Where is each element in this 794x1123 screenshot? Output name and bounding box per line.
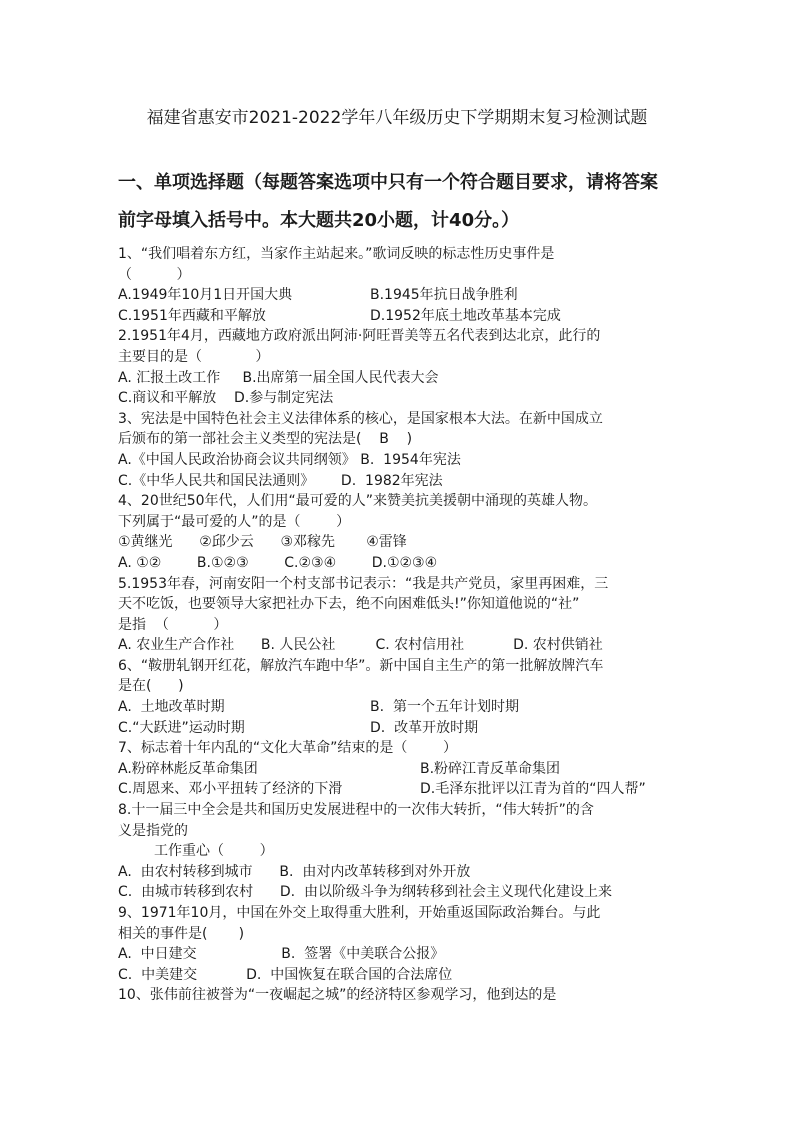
option-row — [118, 718, 688, 739]
option-row: A. 由农村转移到城市 B. 由对内改革转移到对外开放 — [118, 863, 471, 880]
option-c: C.周恩来、邓小平扭转了经济的下滑 — [118, 781, 343, 798]
section-heading-line-1: 一、单项选择题（每题答案选项中只有一个符合题目要求，请将答案 — [118, 172, 658, 193]
question-2 — [118, 326, 688, 408]
question-stem: 是指 （ ） — [118, 616, 228, 633]
option-row: A. ①② B.①②③ C.②③④ D.①②③④ — [118, 554, 438, 571]
question-stem: 义是指党的 — [118, 822, 188, 839]
option-b: B.粉碎江青反革命集团 — [420, 760, 561, 777]
question-stem: 工作重心（ ） — [154, 843, 274, 860]
option-a: A. 土地改革时期 — [118, 699, 225, 716]
option-row — [118, 697, 688, 718]
option-row — [118, 759, 688, 780]
option-row — [118, 306, 688, 327]
option-b: B.1945年抗日战争胜利 — [370, 287, 518, 304]
question-stem: 是在( ) — [118, 678, 184, 695]
option-row — [118, 779, 688, 800]
option-row: C.商议和平解放 D.参与制定宪法 — [118, 390, 334, 407]
question-stem: 相关的事件是( ) — [118, 925, 245, 942]
question-stem: 天不吃饭，也要领导大家把社办下去，绝不向困难低头!”你知道他说的“社” — [118, 596, 580, 613]
question-7 — [118, 738, 688, 800]
question-stem: 6、“鞍册轧钢开红花，解放汽车跑中华”。新中国自主生产的第一批解放牌汽车 — [118, 657, 604, 674]
question-stem: 后颁布的第一部社会主义类型的宪法是( B ) — [118, 431, 413, 448]
question-stem: 2.1951年4月，西藏地方政府派出阿沛·阿旺晋美等五名代表到达北京，此行的 — [118, 328, 601, 345]
option-row: A. 农业生产合作社 B. 人民公社 C. 农村信用社 D. 农村供销社 — [118, 637, 603, 654]
numbered-items: ①黄继光 ②邱少云 ③邓稼先 ④雷锋 — [118, 534, 407, 551]
option-b: B. 第一个五年计划时期 — [370, 699, 519, 716]
question-10 — [118, 985, 688, 1006]
option-row — [118, 285, 688, 306]
question-list — [118, 244, 688, 1006]
question-stem: 主要目的是（ ） — [118, 348, 270, 365]
option-row: A.《中国人民政治协商会议共同纲领》 B. 1954年宪法 — [118, 451, 461, 468]
option-row: C.《中华人民共和国民法通则》 D. 1982年宪法 — [118, 472, 443, 489]
option-row: A. 汇报土改工作 B.出席第一届全国人民代表大会 — [118, 369, 439, 386]
question-8 — [118, 800, 688, 903]
question-stem: 7、标志着十年内乱的“文化大革命”结束的是（ ） — [118, 740, 458, 757]
option-row: C. 中美建交 D. 中国恢复在联合国的合法席位 — [118, 966, 453, 983]
option-row: C. 由城市转移到农村 D. 由以阶级斗争为纲转移到社会主义现代化建设上来 — [118, 884, 612, 901]
question-1 — [118, 244, 688, 326]
question-5 — [118, 574, 688, 656]
question-stem: 9、1971年10月，中国在外交上取得重大胜利，开始重返国际政治舞台。与此 — [118, 905, 601, 921]
question-4 — [118, 491, 688, 573]
option-a: A.粉碎林彪反革命集团 — [118, 760, 258, 777]
option-c: C.“大跃进”运动时期 — [118, 719, 245, 736]
option-d: D. 改革开放时期 — [370, 719, 479, 736]
question-9 — [118, 903, 688, 985]
question-stem: 10、张伟前往被誉为“一夜崛起之城”的经济特区参观学习，他到达的是 — [118, 987, 557, 1004]
answer-blank: （ ） — [118, 266, 191, 283]
question-stem: 5.1953年春，河南安阳一个村支部书记表示：“我是共产党员，家里再困难，三 — [118, 575, 609, 592]
option-d: D.毛泽东批评以江青为首的“四人帮” — [420, 781, 646, 798]
question-stem: 下列属于“最可爱的人”的是（ ） — [118, 513, 351, 530]
section-heading-line-2: 前字母填入括号中。本大题共20小题，计40分。） — [118, 210, 520, 231]
question-stem: 3、宪法是中国特色社会主义法律体系的核心，是国家根本大法。在新中国成立 — [118, 410, 603, 427]
option-d: D.1952年底土地改革基本完成 — [370, 307, 561, 324]
question-3 — [118, 409, 688, 491]
option-row: A. 中日建交 B. 签署《中美联合公报》 — [118, 946, 445, 963]
question-6 — [118, 656, 688, 738]
question-stem: 1、“我们唱着东方红，当家作主站起来。”歌词反映的标志性历史事件是 — [118, 246, 555, 262]
exam-title: 福建省惠安市2021-2022学年八年级历史下学期期末复习检测试题 — [146, 108, 648, 128]
option-c: C.1951年西藏和平解放 — [118, 307, 266, 324]
question-stem: 8.十一届三中全会是共和国历史发展进程中的一次伟大转折，“伟大转折”的含 — [118, 802, 594, 819]
option-a: A.1949年10月1日开国大典 — [118, 287, 293, 304]
question-stem: 4、20世纪50年代，人们用“最可爱的人”来赞美抗美援朝中涌现的英雄人物。 — [118, 493, 598, 510]
